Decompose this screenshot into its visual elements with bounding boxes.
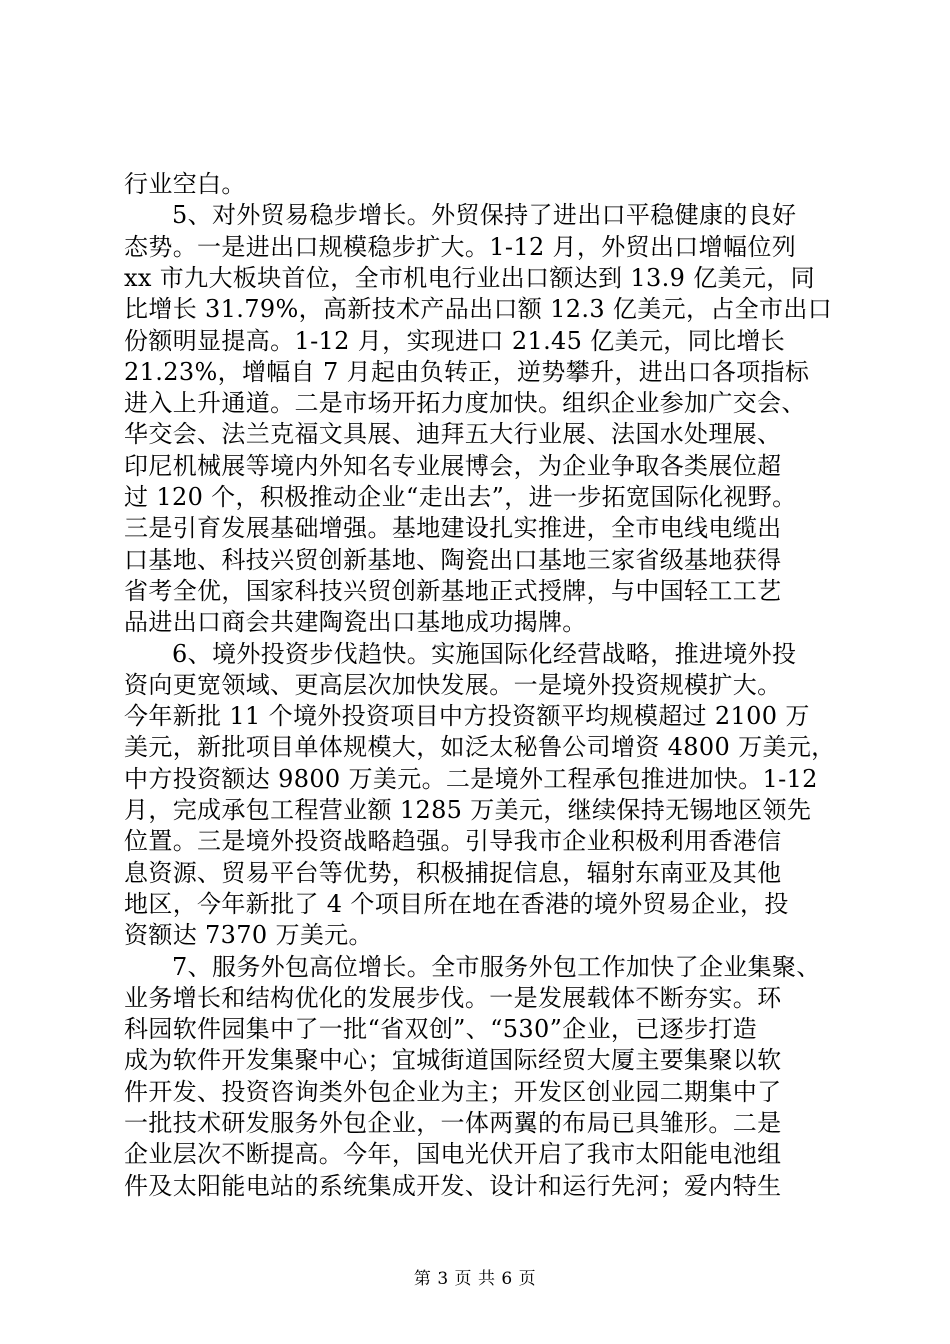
text-line: 企业层次不断提高。今年，国电光伏开启了我市太阳能电池组 [124, 1140, 782, 1169]
page-footer: 第 3 页 共 6 页 [413, 1269, 537, 1289]
text-line: 省考全优，国家科技兴贸创新基地正式授牌，与中国轻工工艺 [124, 576, 782, 605]
text-line: 份额明显提高。1-12 月，实现进口 21.45 亿美元，同比增长 [124, 326, 786, 355]
text-line: 三是引育发展基础增强。基地建设扎实推进，全市电线电缆出 [124, 514, 782, 543]
text-line: 比增长 31.79%，高新技术产品出口额 12.3 亿美元，占全市出口 [124, 295, 833, 324]
text-line: 中方投资额达 9800 万美元。二是境外工程承包推进加快。1-12 [124, 764, 818, 793]
text-line: 地区，今年新批了 4 个项目所在地在香港的境外贸易企业，投 [124, 889, 789, 918]
text-line: 资额达 7370 万美元。 [124, 921, 373, 950]
text-line: 过 120 个，积极推动企业“走出去”，进一步拓宽国际化视野。 [124, 483, 797, 511]
text-line: 资向更宽领域、更高层次加快发展。一是境外投资规模扩大。 [124, 670, 782, 699]
text-line: 一批技术研发服务外包企业，一体两翼的布局已具雏形。二是 [124, 1109, 782, 1137]
text-line: 21.23%，增幅自 7 月起由负转正，逆势攀升，进出口各项指标 [124, 357, 810, 386]
text-line: 印尼机械展等境内外知名专业展博会，为企业争取各类展位超 [124, 451, 782, 480]
text-line: 息资源、贸易平台等优势，积极捕捉信息，辐射东南亚及其他 [124, 858, 782, 887]
text-line: 5、对外贸易稳步增长。外贸保持了进出口平稳健康的良好 [172, 201, 797, 230]
text-line: 月，完成承包工程营业额 1285 万美元，继续保持无锡地区领先 [124, 796, 812, 824]
text-line: 科园软件园集中了一批“省双创”、“530”企业，已逐步打造 [124, 1015, 758, 1044]
text-line: 位置。三是境外投资战略趋强。引导我市企业积极利用香港信 [124, 827, 782, 856]
text-line: 件及太阳能电站的系统集成开发、设计和运行先河；爱内特生 [124, 1171, 782, 1200]
text-line: 7、服务外包高位增长。全市服务外包工作加快了企业集聚、 [172, 952, 821, 981]
text-line: 口基地、科技兴贸创新基地、陶瓷出口基地三家省级基地获得 [124, 545, 782, 574]
text-line: 业务增长和结构优化的发展步伐。一是发展载体不断夯实。环 [124, 983, 782, 1012]
text-line: 态势。一是进出口规模稳步扩大。1-12 月，外贸出口增幅位列 [124, 232, 797, 261]
text-line: 件开发、投资咨询类外包企业为主；开发区创业园二期集中了 [124, 1077, 782, 1106]
text-line: xx 市九大板块首位，全市机电行业出口额达到 13.9 亿美元，同 [124, 263, 815, 292]
text-line: 美元，新批项目单体规模大，如泛太秘鲁公司增资 4800 万美元， [124, 733, 836, 762]
text-line: 华交会、法兰克福文具展、迪拜五大行业展、法国水处理展、 [124, 420, 782, 449]
text-line: 行业空白。 [124, 170, 246, 198]
text-line: 品进出口商会共建陶瓷出口基地成功揭牌。 [124, 608, 587, 637]
text-line: 进入上升通道。二是市场开拓力度加快。组织企业参加广交会、 [124, 389, 806, 418]
text-line: 6、境外投资步伐趋快。实施国际化经营战略，推进境外投 [172, 639, 797, 668]
text-line: 成为软件开发集聚中心；宜城街道国际经贸大厦主要集聚以软 [124, 1046, 782, 1075]
text-line: 今年新批 11 个境外投资项目中方投资额平均规模超过 2100 万 [124, 702, 810, 731]
